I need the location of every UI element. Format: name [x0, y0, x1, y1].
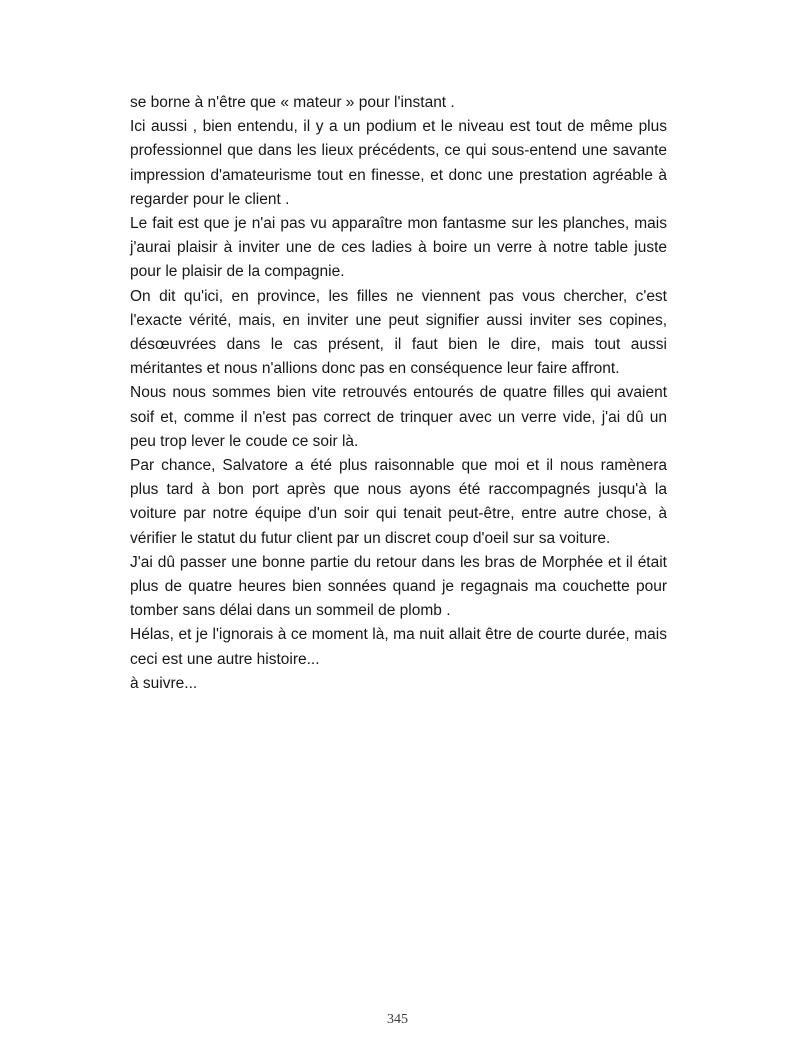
- paragraph: Nous nous sommes bien vite retrouvés entourés de quatre filles qui avaient soif et, comme il n'est pas correct de trinquer avec un verre vide, j'ai dû un peu trop lever le coude ce soir là.: [130, 384, 667, 450]
- paragraph: à suivre...: [130, 674, 198, 692]
- paragraph: On dit qu'ici, en province, les filles ne viennent pas vous chercher, c'est l'exacte vérité, mais, en inviter une peut signifier aussi inviter ses copines, désœuvrées dans le cas présent, il faut bien le dire, mais tout aussi méritantes et nous n'allions donc pas en conséquence leur faire affront.: [130, 287, 667, 378]
- page-number: 345: [387, 1012, 408, 1027]
- paragraph: Le fait est que je n'ai pas vu apparaître mon fantasme sur les planches, mais j'aurai plaisir à inviter une de ces ladies à boire un verre à notre table juste pour le plaisir de la compagnie.: [130, 215, 667, 281]
- paragraph: J'ai dû passer une bonne partie du retour dans les bras de Morphée et il était plus de quatre heures bien sonnées quand je regagnais ma couchette pour tomber sans délai dans un sommeil de plomb .: [130, 553, 667, 620]
- paragraph: Hélas, et je l'ignorais à ce moment là, ma nuit allait être de courte durée, mais ceci est une autre histoire...: [130, 626, 667, 668]
- paragraph: Par chance, Salvatore a été plus raisonnable que moi et il nous ramènera plus tard à bon port après que nous ayons été raccompagnés jusqu'à la voiture par notre équipe d'un soir qui tenait peut-être, entre autre chose, à vérifier le statut du futur client par un discret coup d'oeil sur sa voiture.: [130, 457, 667, 547]
- body-text: [130, 91, 667, 696]
- paragraph: Ici aussi , bien entendu, il y a un podium et le niveau est tout de même plus professionnel que dans les lieux précédents, ce qui sous-entend une savante impression d'amateurisme tout en finesse, et donc une prestation agréable à regarder pour le client .: [130, 118, 667, 208]
- paragraph: se borne à n'être que « mateur » pour l'instant .: [130, 94, 455, 111]
